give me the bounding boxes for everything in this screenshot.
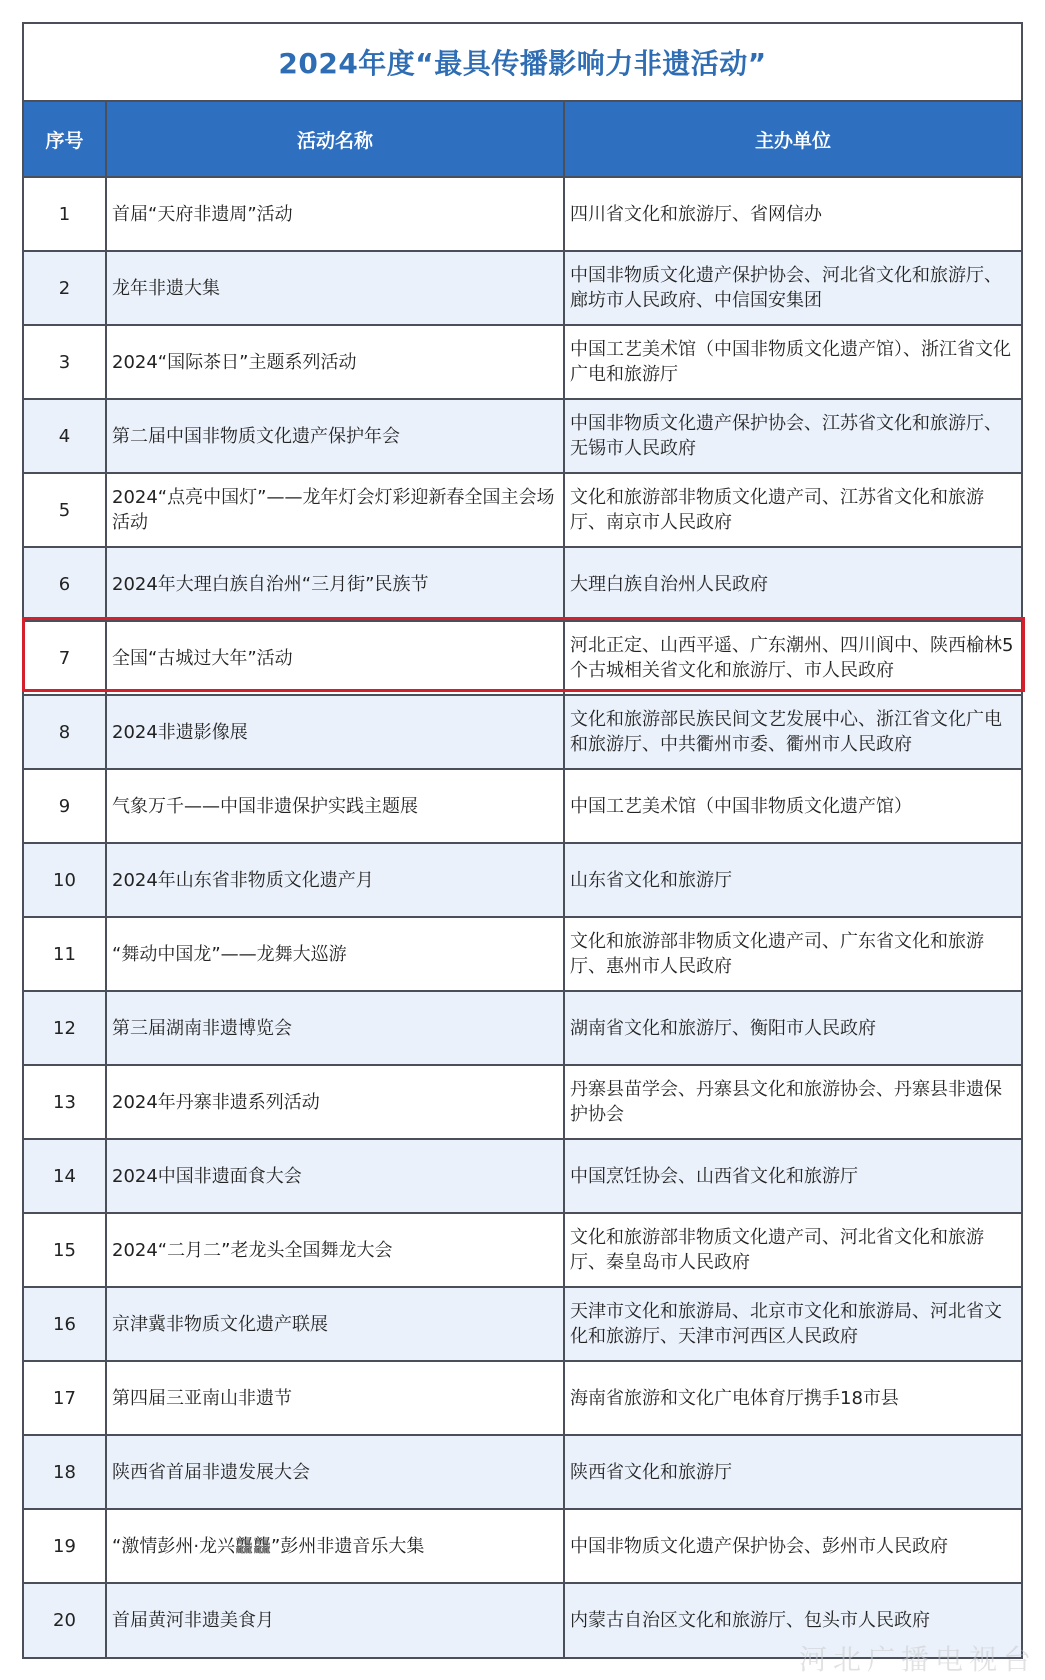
activity-name: 龙年非遗大集 [106,251,564,325]
row-number: 12 [24,991,106,1065]
organizer: 四川省文化和旅游厅、省网信办 [564,177,1021,251]
organizer: 河北正定、山西平遥、广东潮州、四川阆中、陕西榆林5个古城相关省文化和旅游厅、市人民政府 [564,621,1021,695]
organizer: 山东省文化和旅游厅 [564,843,1021,917]
table-header-row [24,102,1021,177]
activity-name: 首届“天府非遗周”活动 [106,177,564,251]
activity-name: 2024年山东省非物质文化遗产月 [106,843,564,917]
row-number: 14 [24,1139,106,1213]
activity-name: 2024年丹寨非遗系列活动 [106,1065,564,1139]
page-title: 2024年度“最具传播影响力非遗活动” [278,47,767,80]
activity-name: 第二届中国非物质文化遗产保护年会 [106,399,564,473]
table-row [24,547,1021,621]
table-row [24,621,1021,695]
row-number: 6 [24,547,106,621]
row-number: 11 [24,917,106,991]
activity-name: 首届黄河非遗美食月 [106,1583,564,1657]
header-no: 序号 [24,102,106,177]
activity-name: 2024“国际茶日”主题系列活动 [106,325,564,399]
title-bar [24,24,1021,102]
activity-name: 2024中国非遗面食大会 [106,1139,564,1213]
row-number: 16 [24,1287,106,1361]
header-org: 主办单位 [564,102,1021,177]
table-row [24,399,1021,473]
table-row [24,1361,1021,1435]
table-row [24,991,1021,1065]
organizer: 文化和旅游部民族民间文艺发展中心、浙江省文化广电和旅游厅、中共衢州市委、衢州市人民政府 [564,695,1021,769]
table-row [24,843,1021,917]
row-number: 15 [24,1213,106,1287]
table-row [24,177,1021,251]
row-number: 5 [24,473,106,547]
organizer: 文化和旅游部非物质文化遗产司、河北省文化和旅游厅、秦皇岛市人民政府 [564,1213,1021,1287]
organizer: 大理白族自治州人民政府 [564,547,1021,621]
activity-name: 第三届湖南非遗博览会 [106,991,564,1065]
activity-name: 陕西省首届非遗发展大会 [106,1435,564,1509]
table-row [24,325,1021,399]
organizer: 陕西省文化和旅游厅 [564,1435,1021,1509]
organizer: 中国烹饪协会、山西省文化和旅游厅 [564,1139,1021,1213]
watermark: 河北广播电视台 [798,1643,1037,1676]
activity-name: 京津冀非物质文化遗产联展 [106,1287,564,1361]
row-number: 7 [24,621,106,695]
activity-table [24,102,1021,1657]
row-number: 13 [24,1065,106,1139]
activity-name: “激情彭州·龙兴龘龘”彭州非遗音乐大集 [106,1509,564,1583]
row-number: 9 [24,769,106,843]
row-number: 19 [24,1509,106,1583]
table-row [24,917,1021,991]
row-number: 8 [24,695,106,769]
table-row [24,473,1021,547]
organizer: 文化和旅游部非物质文化遗产司、广东省文化和旅游厅、惠州市人民政府 [564,917,1021,991]
activity-name: 第四届三亚南山非遗节 [106,1361,564,1435]
organizer: 中国非物质文化遗产保护协会、彭州市人民政府 [564,1509,1021,1583]
table-row [24,1435,1021,1509]
table-row [24,1065,1021,1139]
activity-name: 2024“点亮中国灯”——龙年灯会灯彩迎新春全国主会场活动 [106,473,564,547]
organizer: 文化和旅游部非物质文化遗产司、江苏省文化和旅游厅、南京市人民政府 [564,473,1021,547]
organizer: 中国非物质文化遗产保护协会、江苏省文化和旅游厅、无锡市人民政府 [564,399,1021,473]
organizer: 海南省旅游和文化广电体育厅携手18市县 [564,1361,1021,1435]
organizer: 天津市文化和旅游局、北京市文化和旅游局、河北省文化和旅游厅、天津市河西区人民政府 [564,1287,1021,1361]
organizer: 内蒙古自治区文化和旅游厅、包头市人民政府 [570,1610,930,1631]
row-number: 4 [24,399,106,473]
table-row [24,1287,1021,1361]
table-row [24,695,1021,769]
activity-name: 2024“二月二”老龙头全国舞龙大会 [106,1213,564,1287]
table-row [24,251,1021,325]
row-number: 2 [24,251,106,325]
organizer: 中国非物质文化遗产保护协会、河北省文化和旅游厅、廊坊市人民政府、中信国安集团 [564,251,1021,325]
organizer: 湖南省文化和旅游厅、衡阳市人民政府 [564,991,1021,1065]
activity-name: 2024非遗影像展 [106,695,564,769]
activity-name: “舞动中国龙”——龙舞大巡游 [106,917,564,991]
row-number: 18 [24,1435,106,1509]
row-number: 1 [24,177,106,251]
table-row [24,769,1021,843]
organizer: 中国工艺美术馆（中国非物质文化遗产馆）、浙江省文化广电和旅游厅 [564,325,1021,399]
activity-table-sheet [22,22,1023,1659]
organizer: 中国工艺美术馆（中国非物质文化遗产馆） [564,769,1021,843]
activity-name: 2024年大理白族自治州“三月街”民族节 [106,547,564,621]
header-name: 活动名称 [106,102,564,177]
table-row [24,1213,1021,1287]
table-body [24,177,1021,1657]
row-number: 3 [24,325,106,399]
row-number: 10 [24,843,106,917]
table-row [24,1139,1021,1213]
table-row [24,1509,1021,1583]
activity-name: 气象万千——中国非遗保护实践主题展 [106,769,564,843]
row-number: 20 [24,1583,106,1657]
row-number: 17 [24,1361,106,1435]
activity-name: 全国“古城过大年”活动 [106,621,564,695]
organizer: 丹寨县苗学会、丹寨县文化和旅游协会、丹寨县非遗保护协会 [564,1065,1021,1139]
